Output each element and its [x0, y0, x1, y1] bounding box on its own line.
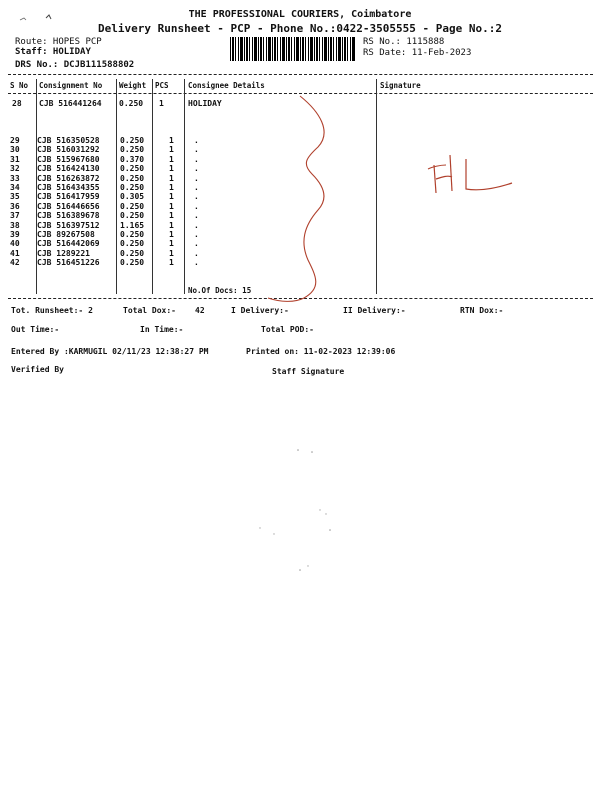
cell-sno: 34 [10, 183, 20, 193]
route-label: Route: HOPES PCP [15, 37, 102, 47]
cell-consignment: CJB 516031292 [37, 145, 100, 155]
column-header-sno: S No [10, 81, 29, 90]
cell-details: . [194, 248, 199, 258]
total-pod: Total POD:- [261, 325, 314, 334]
column-header-pcs: PCS [155, 81, 169, 90]
cell-sno: 42 [10, 258, 20, 268]
cell-weight: 0.250 [120, 239, 145, 249]
cell-sno: 35 [10, 192, 20, 202]
cell-weight: 0.250 [120, 258, 145, 268]
i-delivery: I Delivery:- [231, 306, 289, 315]
cell-pcs: 1 [169, 258, 174, 268]
cell-consignment: CJB 516350528 [37, 136, 100, 145]
printed-on: Printed on: 11-02-2023 12:39:06 [246, 347, 396, 356]
table-row [10, 258, 254, 267]
rs-number: RS No.: 1115888 [363, 37, 445, 47]
column-header-weight: Weight [119, 81, 147, 90]
cell-pcs: 1 [169, 230, 174, 240]
table-row [10, 239, 254, 248]
row-28-weight: 0.250 [119, 99, 144, 108]
cell-consignment: CJB 516442069 [37, 239, 100, 249]
out-time: Out Time:- [11, 325, 60, 334]
cell-sno: 38 [10, 220, 20, 230]
column-header-signature: Signature [380, 81, 421, 90]
row-28-consignment: CJB 516441264 [39, 99, 102, 108]
cell-weight: 0.250 [120, 183, 145, 193]
cell-pcs: 1 [169, 164, 174, 174]
cell-sno: 31 [10, 154, 20, 164]
entered-by: Entered By :KARMUGIL 02/11/23 12:38:27 PM [11, 347, 209, 356]
cell-pcs: 1 [169, 173, 174, 183]
drs-number: DRS No.: DCJB111588802 [15, 60, 135, 70]
row-28-pcs: 1 [159, 99, 164, 108]
table-row [10, 174, 254, 183]
cell-pcs: 1 [169, 211, 174, 221]
cell-consignment: CJB 516397512 [37, 220, 100, 230]
cell-sno: 33 [10, 173, 20, 183]
handwritten-brace [260, 92, 340, 307]
table-row [10, 145, 254, 154]
cell-pcs: 1 [169, 136, 174, 145]
cell-consignment: CJB 516446656 [37, 201, 100, 211]
cell-details: . [194, 154, 199, 164]
table-row [10, 164, 254, 173]
cell-weight: 0.250 [120, 164, 145, 174]
cell-details: . [194, 145, 199, 155]
cell-details: . [194, 220, 199, 230]
cell-sno: 40 [10, 239, 20, 249]
cell-weight: 0.250 [120, 201, 145, 211]
cell-details: . [194, 239, 199, 249]
cell-weight: 0.250 [120, 145, 145, 155]
cell-pcs: 1 [169, 192, 174, 202]
cell-consignment: CJB 516417959 [37, 192, 100, 202]
cell-sno: 29 [10, 136, 20, 145]
no-of-docs: No.Of Docs: 15 [188, 286, 252, 295]
cell-weight: 0.250 [120, 248, 145, 258]
cell-sno: 37 [10, 211, 20, 221]
cell-weight: 0.305 [120, 192, 145, 202]
row-28-sno: 28 [12, 99, 22, 108]
cell-details: . [194, 230, 199, 240]
cell-sno: 30 [10, 145, 20, 155]
cell-consignment: CJB 516434355 [37, 183, 100, 193]
cell-details: . [194, 201, 199, 211]
column-line [376, 79, 377, 294]
cell-details: . [194, 258, 199, 268]
cell-consignment: CJB 515967680 [37, 154, 100, 164]
cell-consignment: CJB 516263872 [37, 173, 100, 183]
cell-details: . [194, 136, 199, 145]
rtn-dox: RTN Dox:- [460, 306, 504, 315]
cell-pcs: 1 [169, 201, 174, 211]
cell-pcs: 1 [169, 183, 174, 193]
cell-weight: 0.250 [120, 173, 145, 183]
staff-signature-label: Staff Signature [272, 367, 345, 376]
cell-pcs: 1 [169, 145, 174, 155]
table-row [10, 136, 254, 145]
verified-by: Verified By [11, 365, 64, 374]
cell-consignment: CJB 516451226 [37, 258, 100, 268]
row-28-consignee: HOLIDAY [188, 99, 222, 108]
company-title: THE PROFESSIONAL COURIERS, Coimbatore [188, 9, 412, 20]
cell-details: . [194, 192, 199, 202]
cell-weight: 1.165 [120, 220, 145, 230]
cell-consignment: CJB 1289221 [37, 248, 90, 258]
column-header-consignment: Consignment No [39, 81, 103, 90]
in-time: In Time:- [140, 325, 184, 334]
cell-weight: 0.250 [120, 136, 145, 145]
table-row [10, 192, 254, 201]
cell-details: . [194, 164, 199, 174]
cell-pcs: 1 [169, 248, 174, 258]
cell-sno: 41 [10, 248, 20, 258]
table-row [10, 211, 254, 220]
total-runsheet: Tot. Runsheet:- 2 [11, 306, 93, 315]
table-row [10, 155, 254, 164]
total-dox-value: 42 [195, 306, 205, 315]
staff-label: Staff: HOLIDAY [15, 47, 91, 57]
column-header-consignee: Consignee Details [188, 81, 265, 90]
cell-details: . [194, 211, 199, 221]
cell-pcs: 1 [169, 154, 174, 164]
cell-weight: 0.250 [120, 211, 145, 221]
table-row [10, 221, 254, 230]
table-row [10, 202, 254, 211]
cell-consignment: CJB 516424130 [37, 164, 100, 174]
table-row [10, 183, 254, 192]
cell-pcs: 1 [169, 239, 174, 249]
consignment-table [10, 136, 254, 268]
scan-specks [250, 430, 370, 580]
cell-sno: 39 [10, 230, 20, 240]
table-row [10, 230, 254, 239]
cell-sno: 36 [10, 201, 20, 211]
ii-delivery: II Delivery:- [343, 306, 406, 315]
barcode [230, 37, 356, 61]
divider [8, 74, 593, 75]
cell-sno: 32 [10, 164, 20, 174]
cell-consignment: CJB 89267508 [37, 230, 95, 240]
total-dox-label: Total Dox:- [123, 306, 176, 315]
runsheet-title: Delivery Runsheet - PCP - Phone No.:0422-3505555 - Page No.:2 [98, 22, 502, 35]
cell-weight: 0.250 [120, 230, 145, 240]
cell-details: . [194, 173, 199, 183]
handwritten-signature [420, 145, 520, 205]
table-row [10, 249, 254, 258]
cell-consignment: CJB 516389678 [37, 211, 100, 221]
rs-date: RS Date: 11-Feb-2023 [363, 48, 472, 58]
cell-details: . [194, 183, 199, 193]
cell-pcs: 1 [169, 220, 174, 230]
cell-weight: 0.370 [120, 154, 145, 164]
